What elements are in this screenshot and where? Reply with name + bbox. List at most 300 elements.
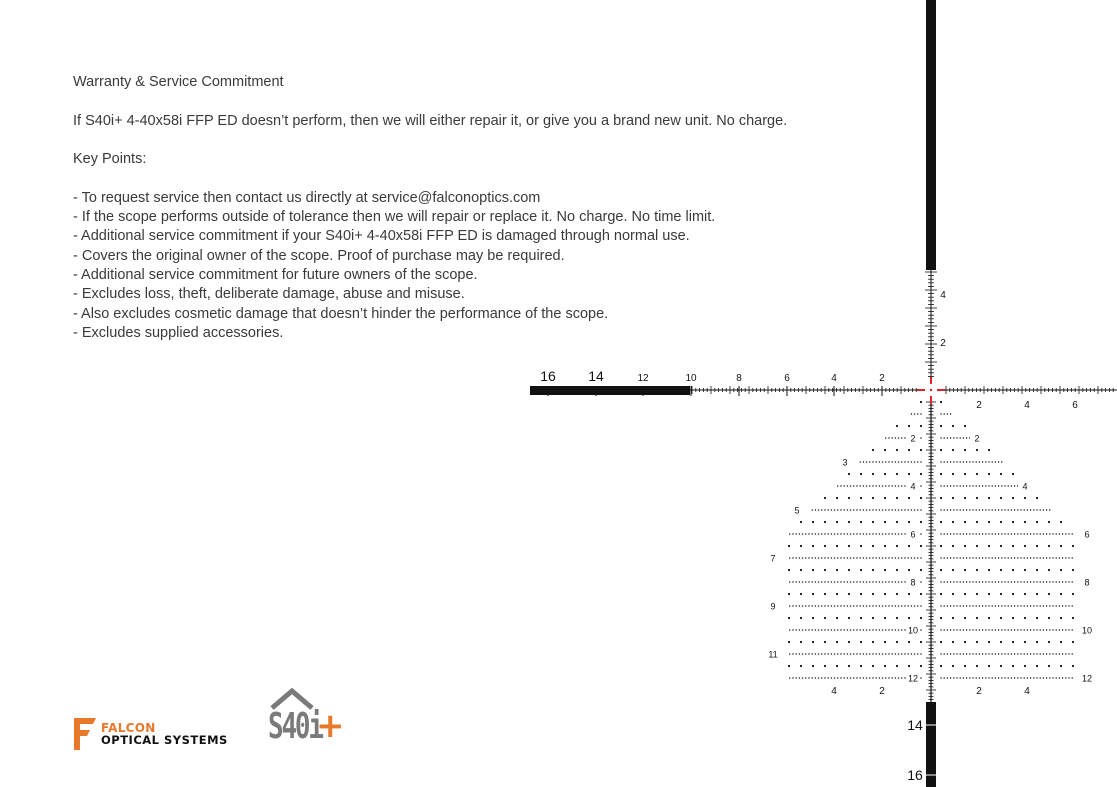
holdover-dot (831, 605, 832, 606)
holdover-dot (1043, 605, 1044, 606)
holdover-dot (882, 509, 883, 510)
bottom-post (926, 702, 936, 787)
holdover-dot (966, 509, 967, 510)
holdover-dot (869, 509, 870, 510)
holdover-dot (800, 665, 802, 667)
holdover-dot (896, 545, 898, 547)
holdover-dot (872, 653, 873, 654)
holdover-dot (872, 677, 873, 678)
holdover-dot (1000, 641, 1002, 643)
holdover-dot (963, 509, 964, 510)
holdover-dot (944, 533, 945, 534)
holdover-dot (876, 533, 877, 534)
holdover-dot (1059, 653, 1060, 654)
holdover-dot (853, 677, 854, 678)
holdover-dot (850, 509, 851, 510)
bottom-label: 4 (831, 686, 837, 697)
holdover-dot (1040, 533, 1041, 534)
holdover-dot (879, 557, 880, 558)
holdover-dot (1030, 677, 1031, 678)
holdover-dot (872, 497, 874, 499)
holdover-dot (1065, 653, 1066, 654)
holdover-dot (992, 461, 993, 462)
holdover-dot (792, 605, 793, 606)
holdover-dot (1036, 497, 1038, 499)
holdover-dot (1036, 593, 1038, 595)
holdover-dot (953, 461, 954, 462)
holdover-dot (888, 605, 889, 606)
holdover-dot (920, 629, 921, 630)
holdover-dot (963, 653, 964, 654)
holdover-dot (1027, 605, 1028, 606)
holdover-dot (821, 509, 822, 510)
holdover-dot (831, 533, 832, 534)
holdover-dot (1020, 557, 1021, 558)
holdover-dot (976, 581, 977, 582)
holdover-dot (920, 557, 921, 558)
holdover-dot (892, 485, 893, 486)
holdover-dot (1030, 629, 1031, 630)
holdover-dot (788, 641, 790, 643)
holdover-dot (1030, 653, 1031, 654)
holdover-dot (988, 593, 990, 595)
holdover-dot (952, 641, 954, 643)
holdover-dot (824, 617, 826, 619)
holdover-dot (888, 485, 889, 486)
holdover-dot (940, 593, 942, 595)
holdover-dot (953, 629, 954, 630)
holdover-dot (828, 677, 829, 678)
holdover-dot (848, 665, 850, 667)
holdover-dot (1049, 677, 1050, 678)
holdover-dot (824, 653, 825, 654)
holdover-dot (896, 665, 898, 667)
holdover-dot (895, 557, 896, 558)
bullet-item: - If the scope performs outside of tolerance then we will repair or replace it. No charge. No time limit. (73, 209, 716, 226)
holdover-dot (847, 509, 848, 510)
holdover-dot (850, 485, 851, 486)
holdover-dot (840, 533, 841, 534)
holdover-dot (969, 605, 970, 606)
product-name: S40i (268, 706, 322, 747)
holdover-dot (856, 509, 857, 510)
holdover-dot (831, 653, 832, 654)
holdover-dot (808, 629, 809, 630)
holdover-dot (1052, 533, 1053, 534)
holdover-dot (1046, 629, 1047, 630)
holdover-dot (898, 653, 899, 654)
holdover-dot (1004, 677, 1005, 678)
holdover-dot (901, 533, 902, 534)
holdover-dot (976, 569, 978, 571)
holdover-dot (847, 557, 848, 558)
holdover-dot (812, 617, 814, 619)
holdover-dot (995, 461, 996, 462)
holdover-dot (904, 677, 905, 678)
holdover-dot (844, 533, 845, 534)
holdover-dot (892, 629, 893, 630)
holdover-dot (837, 629, 838, 630)
holdover-dot (976, 629, 977, 630)
holdover-dot (944, 509, 945, 510)
holdover-dot (876, 509, 877, 510)
holdover-dot (1014, 653, 1015, 654)
holdover-dot (904, 629, 905, 630)
holdover-dot (972, 581, 973, 582)
holdover-dot (1072, 557, 1073, 558)
holdover-dot (972, 677, 973, 678)
holdover-dot (789, 533, 790, 534)
holdover-dot (1008, 581, 1009, 582)
holdover-dot (914, 557, 915, 558)
holdover-dot (863, 629, 864, 630)
holdover-dot (1056, 629, 1057, 630)
holdover-dot (1062, 653, 1063, 654)
holdover-dot (848, 473, 850, 475)
holdover-dot (920, 653, 921, 654)
holdover-dot (908, 473, 910, 475)
holdover-dot (1056, 557, 1057, 558)
holdover-dot (1020, 677, 1021, 678)
holdover-dot (940, 569, 942, 571)
holdover-dot (940, 581, 941, 582)
holdover-dot (1024, 665, 1026, 667)
bullet-item: - Additional service commitment for future owners of the scope. (73, 266, 478, 283)
holdover-dot (1036, 605, 1037, 606)
holdover-dot (888, 509, 889, 510)
holdover-dot (812, 569, 814, 571)
holdover-dot (885, 485, 886, 486)
holdover-dot (901, 653, 902, 654)
holdover-dot (914, 461, 915, 462)
holdover-dot (879, 533, 880, 534)
holdover-dot (972, 629, 973, 630)
holdover-dot (920, 485, 921, 486)
holdover-dot (1060, 617, 1062, 619)
holdover-dot (1049, 581, 1050, 582)
holdover-dot (901, 461, 902, 462)
holdover-dot (802, 557, 803, 558)
holdover-dot (1027, 581, 1028, 582)
holdover-dot (1017, 605, 1018, 606)
horizontal-label-left: 16 (540, 368, 556, 384)
holdover-dot (856, 557, 857, 558)
holdover-dot (892, 653, 893, 654)
holdover-dot (1004, 533, 1005, 534)
holdover-dot (950, 413, 951, 414)
holdover-dot (1001, 557, 1002, 558)
holdover-dot (908, 641, 910, 643)
holdover-dot (950, 461, 951, 462)
holdover-dot (952, 473, 954, 475)
holdover-dot (896, 425, 898, 427)
holdover-dot (1017, 581, 1018, 582)
holdover-dot (1023, 629, 1024, 630)
holdover-dot (802, 533, 803, 534)
bullet-item: - Excludes supplied accessories. (73, 324, 284, 341)
holdover-dot (972, 461, 973, 462)
holdover-dot (808, 581, 809, 582)
holdover-dot (1048, 617, 1050, 619)
holdover-dot (866, 677, 867, 678)
tree-center-label: 2 (910, 433, 916, 444)
holdover-dot (995, 581, 996, 582)
holdover-dot (1023, 605, 1024, 606)
holdover-dot (1001, 461, 1002, 462)
holdover-dot (920, 581, 921, 582)
holdover-dot (876, 485, 877, 486)
holdover-dot (860, 665, 862, 667)
holdover-dot (985, 533, 986, 534)
holdover-dot (812, 677, 813, 678)
holdover-dot (976, 449, 978, 451)
holdover-dot (979, 509, 980, 510)
holdover-dot (821, 677, 822, 678)
tree-center-label: 8 (910, 577, 916, 588)
holdover-dot (818, 605, 819, 606)
holdover-dot (872, 557, 873, 558)
holdover-dot (848, 617, 850, 619)
holdover-dot (1059, 533, 1060, 534)
holdover-dot (1049, 533, 1050, 534)
holdover-dot (964, 473, 966, 475)
holdover-dot (1033, 629, 1034, 630)
holdover-dot (1068, 653, 1069, 654)
holdover-dot (834, 653, 835, 654)
holdover-dot (995, 557, 996, 558)
holdover-dot (896, 617, 898, 619)
holdover-dot (1072, 545, 1074, 547)
holdover-dot (895, 533, 896, 534)
holdover-dot (853, 557, 854, 558)
holdover-dot (860, 521, 862, 523)
holdover-dot (940, 629, 941, 630)
holdover-dot (888, 581, 889, 582)
holdover-dot (1048, 665, 1050, 667)
holdover-dot (1000, 593, 1002, 595)
holdover-dot (1000, 569, 1002, 571)
holdover-dot (960, 485, 961, 486)
holdover-dot (821, 533, 822, 534)
holdover-dot (1024, 521, 1026, 523)
holdover-dot (872, 461, 873, 462)
holdover-dot (1036, 581, 1037, 582)
holdover-dot (847, 605, 848, 606)
holdover-dot (966, 533, 967, 534)
holdover-dot (956, 653, 957, 654)
holdover-dot (815, 629, 816, 630)
holdover-dot (799, 629, 800, 630)
tree-left-label: 11 (768, 649, 778, 660)
holdover-dot (901, 605, 902, 606)
holdover-dot (1001, 629, 1002, 630)
holdover-dot (979, 557, 980, 558)
holdover-dot (815, 677, 816, 678)
holdover-dot (1072, 629, 1073, 630)
holdover-dot (808, 605, 809, 606)
holdover-dot (920, 605, 921, 606)
holdover-dot (998, 557, 999, 558)
holdover-dot (840, 653, 841, 654)
holdover-dot (1011, 605, 1012, 606)
holdover-dot (821, 605, 822, 606)
holdover-dot (872, 605, 873, 606)
holdover-dot (944, 653, 945, 654)
holdover-dot (914, 509, 915, 510)
holdover-dot (953, 485, 954, 486)
holdover-dot (872, 593, 874, 595)
holdover-dot (956, 557, 957, 558)
holdover-dot (963, 581, 964, 582)
holdover-dot (872, 665, 874, 667)
holdover-dot (969, 581, 970, 582)
holdover-dot (969, 509, 970, 510)
holdover-dot (940, 425, 942, 427)
holdover-dot (988, 485, 989, 486)
holdover-dot (901, 629, 902, 630)
holdover-dot (888, 533, 889, 534)
holdover-dot (1023, 581, 1024, 582)
holdover-dot (1001, 509, 1002, 510)
holdover-dot (940, 461, 941, 462)
holdover-dot (960, 605, 961, 606)
holdover-dot (976, 533, 977, 534)
s40i-logo (266, 688, 346, 754)
holdover-dot (963, 461, 964, 462)
holdover-dot (1072, 533, 1073, 534)
holdover-dot (966, 653, 967, 654)
holdover-dot (992, 509, 993, 510)
holdover-dot (947, 437, 948, 438)
holdover-dot (1048, 593, 1050, 595)
holdover-dot (944, 581, 945, 582)
holdover-dot (818, 629, 819, 630)
holdover-dot (799, 677, 800, 678)
holdover-dot (1060, 665, 1062, 667)
holdover-dot (920, 545, 922, 547)
holdover-dot (1060, 641, 1062, 643)
holdover-dot (1017, 557, 1018, 558)
holdover-dot (834, 605, 835, 606)
holdover-dot (1033, 533, 1034, 534)
holdover-dot (960, 557, 961, 558)
holdover-dot (1072, 569, 1074, 571)
holdover-dot (940, 617, 942, 619)
holdover-dot (800, 521, 802, 523)
holdover-dot (792, 629, 793, 630)
holdover-dot (995, 653, 996, 654)
bullet-item: - Additional service commitment if your S40i+ 4-40x58i FFP ED is damaged through normal use. (73, 228, 690, 245)
holdover-dot (850, 533, 851, 534)
holdover-dot (985, 581, 986, 582)
tree-right-label: 2 (974, 433, 980, 444)
bullet-item: - Covers the original owner of the scope. Proof of purchase may be required. (73, 247, 565, 264)
holdover-dot (836, 521, 838, 523)
holdover-dot (1033, 677, 1034, 678)
holdover-dot (964, 497, 966, 499)
holdover-dot (976, 605, 977, 606)
holdover-dot (863, 509, 864, 510)
holdover-dot (815, 605, 816, 606)
holdover-dot (956, 677, 957, 678)
holdover-dot (869, 605, 870, 606)
holdover-dot (972, 533, 973, 534)
holdover-dot (1024, 497, 1026, 499)
holdover-dot (847, 581, 848, 582)
holdover-dot (966, 461, 967, 462)
holdover-dot (872, 533, 873, 534)
holdover-dot (1024, 545, 1026, 547)
holdover-dot (964, 569, 966, 571)
holdover-dot (888, 461, 889, 462)
holdover-dot (960, 509, 961, 510)
vertical-label-upper: 2 (940, 338, 946, 349)
holdover-dot (831, 677, 832, 678)
horizontal-label-left: 12 (637, 373, 649, 384)
holdover-dot (1030, 581, 1031, 582)
holdover-dot (1060, 521, 1062, 523)
holdover-dot (896, 521, 898, 523)
holdover-dot (872, 569, 874, 571)
holdover-dot (805, 581, 806, 582)
holdover-dot (950, 509, 951, 510)
holdover-dot (1059, 605, 1060, 606)
holdover-dot (860, 641, 862, 643)
holdover-dot (824, 521, 826, 523)
holdover-dot (982, 533, 983, 534)
holdover-dot (872, 629, 873, 630)
holdover-dot (940, 533, 941, 534)
holdover-dot (985, 485, 986, 486)
holdover-dot (940, 665, 942, 667)
holdover-dot (920, 437, 921, 438)
holdover-dot (964, 449, 966, 451)
holdover-dot (1046, 509, 1047, 510)
holdover-dot (1059, 581, 1060, 582)
holdover-dot (1062, 629, 1063, 630)
holdover-dot (972, 557, 973, 558)
holdover-dot (992, 485, 993, 486)
horizontal-label-right: 6 (1072, 400, 1078, 411)
holdover-dot (869, 581, 870, 582)
holdover-dot (836, 641, 838, 643)
horizontal-label-right: 4 (1024, 400, 1030, 411)
holdover-dot (792, 557, 793, 558)
holdover-dot (1046, 533, 1047, 534)
holdover-dot (1040, 653, 1041, 654)
holdover-dot (840, 557, 841, 558)
holdover-dot (956, 485, 957, 486)
holdover-dot (950, 653, 951, 654)
holdover-dot (1008, 485, 1009, 486)
holdover-dot (856, 605, 857, 606)
holdover-dot (850, 629, 851, 630)
tree-right-label: 8 (1084, 577, 1090, 588)
holdover-dot (920, 521, 922, 523)
holdover-dot (879, 461, 880, 462)
holdover-dot (860, 581, 861, 582)
holdover-dot (800, 569, 802, 571)
holdover-dot (805, 605, 806, 606)
holdover-dot (1033, 581, 1034, 582)
holdover-dot (824, 533, 825, 534)
holdover-dot (940, 509, 941, 510)
holdover-dot (796, 557, 797, 558)
holdover-dot (882, 581, 883, 582)
holdover-dot (963, 629, 964, 630)
tree-right-label: 4 (1022, 481, 1028, 492)
holdover-dot (853, 653, 854, 654)
